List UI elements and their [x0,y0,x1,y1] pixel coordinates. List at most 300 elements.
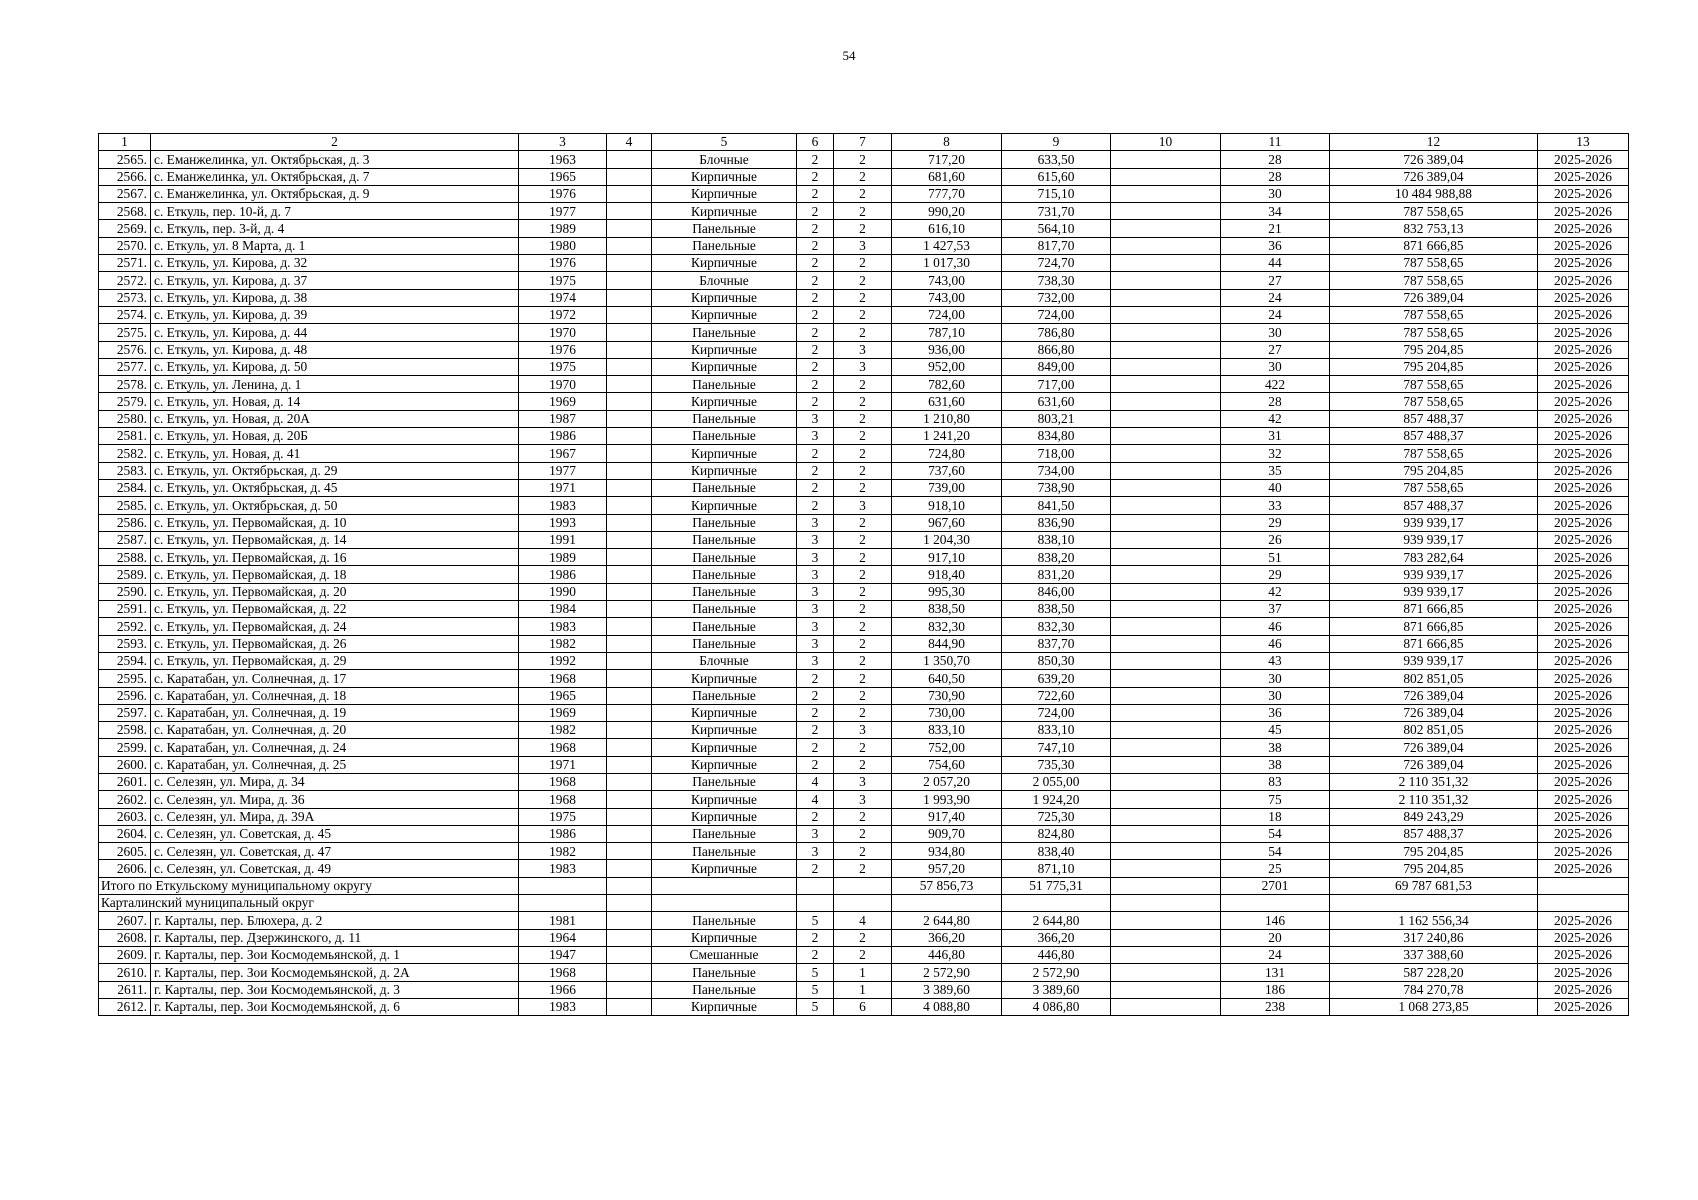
table-cell: 817,70 [1002,237,1111,254]
table-cell: 2 [797,306,834,323]
table-cell: 2025-2026 [1538,601,1629,618]
table-cell: 2599. [99,739,151,756]
table-cell: 838,50 [1002,601,1111,618]
table-cell: Панельные [652,566,797,583]
table-cell: 1991 [519,531,607,548]
table-cell: 2 [834,860,892,877]
table-cell: 1 [834,964,892,981]
table-cell: 1980 [519,237,607,254]
table-cell: г. Карталы, пер. Зои Космодемьянской, д. 6 [151,998,519,1015]
table-cell [1330,895,1538,912]
table-cell: 1986 [519,566,607,583]
table-cell: 1967 [519,445,607,462]
table-cell: 5 [797,964,834,981]
table-cell: 1 [834,981,892,998]
table-cell [607,237,652,254]
table-cell: 838,40 [1002,843,1111,860]
table-cell [607,428,652,445]
table-cell: 838,10 [1002,531,1111,548]
table-cell: 1 924,20 [1002,791,1111,808]
table-cell: 2 [797,203,834,220]
table-cell: 936,00 [892,341,1002,358]
table-cell: 787 558,65 [1330,272,1538,289]
table-row [99,946,1629,963]
table-cell: 2594. [99,652,151,669]
table-cell: Блочные [652,151,797,168]
table-cell: 43 [1221,652,1330,669]
table-cell: 2025-2026 [1538,272,1629,289]
table-cell: 990,20 [892,203,1002,220]
table-cell: 2 [797,185,834,202]
table-cell: 2 [834,687,892,704]
table-cell: 2025-2026 [1538,739,1629,756]
table-cell: 1976 [519,255,607,272]
table-cell: 2610. [99,964,151,981]
table-row [99,843,1629,860]
table-cell: 1965 [519,687,607,704]
table-cell: Кирпичные [652,393,797,410]
table-cell: 2575. [99,324,151,341]
table-cell: 1977 [519,203,607,220]
table-cell: 2 [834,324,892,341]
table-cell [1111,808,1221,825]
table-cell [607,756,652,773]
table-cell: 1968 [519,739,607,756]
table-cell: 1969 [519,393,607,410]
table-cell: 1986 [519,825,607,842]
table-row [99,704,1629,721]
table-cell: 1976 [519,341,607,358]
table-row [99,497,1629,514]
table-cell [607,998,652,1015]
table-cell: 6 [834,998,892,1015]
table-cell [607,912,652,929]
table-cell [1111,964,1221,981]
table-cell [607,635,652,652]
table-cell: 42 [1221,583,1330,600]
table-cell: с. Еткуль, ул. Первомайская, д. 20 [151,583,519,600]
table-cell [1111,687,1221,704]
table-cell: 1986 [519,428,607,445]
table-cell: 2 [797,462,834,479]
table-cell: 2 [797,220,834,237]
table-cell: 2 [834,445,892,462]
table-cell [607,652,652,669]
table-cell: с. Еткуль, ул. Кирова, д. 44 [151,324,519,341]
table-cell [1111,531,1221,548]
table-cell: 2025-2026 [1538,791,1629,808]
table-body [99,134,1629,1016]
table-cell: 2 [834,670,892,687]
table-cell: 787 558,65 [1330,445,1538,462]
table-cell [1111,272,1221,289]
table-cell [1111,566,1221,583]
table-cell: 2025-2026 [1538,410,1629,427]
table-cell: 1982 [519,722,607,739]
table-cell: 2 [834,185,892,202]
table-cell: 3 [797,566,834,583]
table-cell: 3 [797,531,834,548]
table-cell: 564,10 [1002,220,1111,237]
table-cell: 787 558,65 [1330,376,1538,393]
table-cell: 631,60 [892,393,1002,410]
table-cell: 722,60 [1002,687,1111,704]
table-cell [607,773,652,790]
table-cell: 42 [1221,410,1330,427]
table-cell [1111,393,1221,410]
table-cell: 2 [834,220,892,237]
table-cell: 1984 [519,601,607,618]
table-cell: 967,60 [892,514,1002,531]
table-cell: 939 939,17 [1330,566,1538,583]
table-cell: 871 666,85 [1330,618,1538,635]
table-cell [607,946,652,963]
table-cell: с. Селезян, ул. Мира, д. 39А [151,808,519,825]
table-cell: с. Еткуль, ул. Новая, д. 14 [151,393,519,410]
table-cell: 2025-2026 [1538,168,1629,185]
table-row [99,618,1629,635]
table-cell: 2025-2026 [1538,376,1629,393]
table-cell: 857 488,37 [1330,428,1538,445]
table-cell: 2577. [99,358,151,375]
table-cell: 1970 [519,376,607,393]
table-cell: 2 [834,479,892,496]
table-cell: с. Каратабан, ул. Солнечная, д. 18 [151,687,519,704]
table-cell: 2 [797,756,834,773]
table-cell [1111,185,1221,202]
table-cell: Панельные [652,825,797,842]
table-cell [797,877,834,894]
table-cell: Панельные [652,531,797,548]
table-cell: 1964 [519,929,607,946]
table-cell: 2025-2026 [1538,652,1629,669]
table-cell: 2025-2026 [1538,531,1629,548]
table-cell: 1 210,80 [892,410,1002,427]
table-cell: 2611. [99,981,151,998]
table-cell: 2608. [99,929,151,946]
table-cell: 1 204,30 [892,531,1002,548]
table-cell: с. Еткуль, ул. Кирова, д. 32 [151,255,519,272]
table-cell [607,670,652,687]
table-cell: Панельные [652,981,797,998]
table-cell [607,306,652,323]
table-cell: 2 057,20 [892,773,1002,790]
table-cell [607,704,652,721]
table-cell: 20 [1221,929,1330,946]
table-cell [607,601,652,618]
table-cell: 2 [834,946,892,963]
table-cell: 1972 [519,306,607,323]
table-cell: 45 [1221,722,1330,739]
table-cell: 2025-2026 [1538,220,1629,237]
table-cell: 2025-2026 [1538,635,1629,652]
table-cell: Панельные [652,635,797,652]
table-row [99,445,1629,462]
table-cell: Панельные [652,843,797,860]
table-cell: 726 389,04 [1330,739,1538,756]
table-cell: 795 204,85 [1330,341,1538,358]
table-cell: Кирпичные [652,341,797,358]
table-cell: 2025-2026 [1538,462,1629,479]
column-number-6: 6 [797,134,834,151]
table-cell: 2578. [99,376,151,393]
table-cell: 3 [834,773,892,790]
table-cell: с. Еткуль, ул. Первомайская, д. 10 [151,514,519,531]
table-cell: 2025-2026 [1538,514,1629,531]
table-cell [607,168,652,185]
table-cell: с. Каратабан, ул. Солнечная, д. 20 [151,722,519,739]
table-cell [607,514,652,531]
table-row [99,237,1629,254]
table-cell: 2572. [99,272,151,289]
table-cell: 1975 [519,272,607,289]
column-number-11: 11 [1221,134,1330,151]
table-cell: 69 787 681,53 [1330,877,1538,894]
table-cell: 2 [797,289,834,306]
table-cell: 2 [797,808,834,825]
table-cell: 726 389,04 [1330,756,1538,773]
table-cell [607,289,652,306]
table-cell: Панельные [652,410,797,427]
table-cell [892,895,1002,912]
table-cell: 2 [797,860,834,877]
table-cell: с. Еманжелинка, ул. Октябрьская, д. 7 [151,168,519,185]
table-cell: 795 204,85 [1330,860,1538,877]
table-cell [607,687,652,704]
table-cell: Кирпичные [652,185,797,202]
table-cell: 724,00 [892,306,1002,323]
table-cell: 787 558,65 [1330,479,1538,496]
table-cell: Кирпичные [652,306,797,323]
table-cell: 2590. [99,583,151,600]
table-cell: 786,80 [1002,324,1111,341]
table-cell [652,877,797,894]
table-cell: 2025-2026 [1538,808,1629,825]
table-cell: г. Карталы, пер. Зои Космодемьянской, д. 3 [151,981,519,998]
column-number-13: 13 [1538,134,1629,151]
column-number-9: 9 [1002,134,1111,151]
table-cell: 838,50 [892,601,1002,618]
table-cell: 2585. [99,497,151,514]
table-cell: 131 [1221,964,1330,981]
table-cell: 1983 [519,497,607,514]
table-cell: 871 666,85 [1330,635,1538,652]
table-cell: Кирпичные [652,497,797,514]
table-cell [1111,203,1221,220]
table-cell: 2025-2026 [1538,237,1629,254]
table-cell: 2 [834,514,892,531]
table-cell: 2 [797,670,834,687]
table-cell: 2 572,90 [892,964,1002,981]
table-cell: Панельные [652,618,797,635]
table-cell [1111,756,1221,773]
table-cell: с. Селезян, ул. Мира, д. 36 [151,791,519,808]
table-cell [1111,376,1221,393]
table-cell: 917,10 [892,549,1002,566]
table-cell [1111,998,1221,1015]
table-cell: с. Еткуль, ул. Октябрьская, д. 29 [151,462,519,479]
total-row [99,877,1629,894]
table-cell: 2 [797,341,834,358]
table-row [99,964,1629,981]
table-cell: 5 [797,912,834,929]
table-cell: 724,80 [892,445,1002,462]
table-cell: 3 389,60 [892,981,1002,998]
table-row [99,393,1629,410]
table-cell: 787 558,65 [1330,306,1538,323]
table-cell: Панельные [652,237,797,254]
table-cell: 446,80 [892,946,1002,963]
table-cell: 2612. [99,998,151,1015]
table-cell: 2025-2026 [1538,151,1629,168]
table-cell: 857 488,37 [1330,410,1538,427]
table-cell: 743,00 [892,289,1002,306]
table-cell: с. Еткуль, пер. 10-й, д. 7 [151,203,519,220]
table-cell [1111,670,1221,687]
table-cell: 849,00 [1002,358,1111,375]
table-cell: с. Еткуль, ул. Октябрьская, д. 45 [151,479,519,496]
housing-registry-table [98,133,1629,1016]
table-cell: 2025-2026 [1538,497,1629,514]
table-row [99,722,1629,739]
table-cell: 2 [834,704,892,721]
table-cell: 2 [834,203,892,220]
table-cell: 871 666,85 [1330,237,1538,254]
table-cell: 2567. [99,185,151,202]
table-cell: Кирпичные [652,756,797,773]
table-cell: 803,21 [1002,410,1111,427]
table-cell: 2 [834,808,892,825]
table-cell [607,791,652,808]
table-cell: 2591. [99,601,151,618]
column-number-8: 8 [892,134,1002,151]
table-cell: 849 243,29 [1330,808,1538,825]
table-cell [607,843,652,860]
table-row [99,756,1629,773]
table-cell: 738,30 [1002,272,1111,289]
table-cell: 29 [1221,514,1330,531]
table-cell [1111,151,1221,168]
table-cell: 787 558,65 [1330,255,1538,272]
table-cell: 2600. [99,756,151,773]
table-cell: 1990 [519,583,607,600]
table-cell: 18 [1221,808,1330,825]
table-cell [607,739,652,756]
table-cell: Панельные [652,479,797,496]
table-cell: 939 939,17 [1330,531,1538,548]
table-cell [1111,306,1221,323]
table-cell: 939 939,17 [1330,514,1538,531]
table-cell: 747,10 [1002,739,1111,756]
table-row [99,151,1629,168]
table-cell: с. Еманжелинка, ул. Октябрьская, д. 9 [151,185,519,202]
table-cell: Панельные [652,601,797,618]
table-cell: 2597. [99,704,151,721]
table-cell: г. Карталы, пер. Блюхера, д. 2 [151,912,519,929]
table-cell: 317 240,86 [1330,929,1538,946]
table-cell: 857 488,37 [1330,825,1538,842]
table-cell: 1982 [519,843,607,860]
table-cell [1111,722,1221,739]
table-cell: 4 086,80 [1002,998,1111,1015]
table-row [99,739,1629,756]
column-number-4: 4 [607,134,652,151]
table-cell: 731,70 [1002,203,1111,220]
table-row [99,531,1629,548]
table-cell [607,341,652,358]
table-cell: 238 [1221,998,1330,1015]
table-cell [607,358,652,375]
table-cell: с. Каратабан, ул. Солнечная, д. 17 [151,670,519,687]
table-row [99,220,1629,237]
table-cell: с. Каратабан, ул. Солнечная, д. 25 [151,756,519,773]
table-cell: 2 [797,272,834,289]
table-cell: с. Селезян, ул. Мира, д. 34 [151,773,519,790]
table-cell: 777,70 [892,185,1002,202]
table-cell: Смешанные [652,946,797,963]
table-cell: 25 [1221,860,1330,877]
table-cell [1111,652,1221,669]
table-cell: 918,40 [892,566,1002,583]
table-cell: 2 [834,376,892,393]
table-cell: 795 204,85 [1330,358,1538,375]
table-cell: 54 [1221,825,1330,842]
table-cell [607,393,652,410]
table-cell: Кирпичные [652,255,797,272]
table-cell: 2606. [99,860,151,877]
table-cell: 3 [797,652,834,669]
table-cell [607,220,652,237]
table-cell [519,895,607,912]
table-cell: 2025-2026 [1538,618,1629,635]
table-cell [1111,445,1221,462]
table-cell: 1965 [519,168,607,185]
table-cell: с. Еткуль, ул. Первомайская, д. 24 [151,618,519,635]
table-cell [607,203,652,220]
table-cell: 1974 [519,289,607,306]
table-cell [607,929,652,946]
table-cell: 2025-2026 [1538,773,1629,790]
table-row [99,635,1629,652]
section-row [99,895,1629,912]
table-cell: с. Еткуль, ул. Первомайская, д. 14 [151,531,519,548]
table-row [99,341,1629,358]
table-cell: 2025-2026 [1538,289,1629,306]
table-cell: Кирпичные [652,445,797,462]
table-row [99,410,1629,427]
table-cell [1111,773,1221,790]
table-row [99,860,1629,877]
table-cell: 2025-2026 [1538,255,1629,272]
table-cell: 2 [834,410,892,427]
table-cell: 724,00 [1002,704,1111,721]
table-cell: 724,70 [1002,255,1111,272]
table-cell: 2 055,00 [1002,773,1111,790]
table-cell [1111,618,1221,635]
table-cell: 1 068 273,85 [1330,998,1538,1015]
table-cell: 726 389,04 [1330,151,1538,168]
table-cell: 40 [1221,479,1330,496]
table-cell: 27 [1221,272,1330,289]
table-cell: 21 [1221,220,1330,237]
table-cell: 31 [1221,428,1330,445]
table-cell: 787,10 [892,324,1002,341]
table-cell: 2 572,90 [1002,964,1111,981]
table-cell: 909,70 [892,825,1002,842]
table-cell [607,462,652,479]
table-cell: 2025-2026 [1538,946,1629,963]
table-cell [1221,895,1330,912]
